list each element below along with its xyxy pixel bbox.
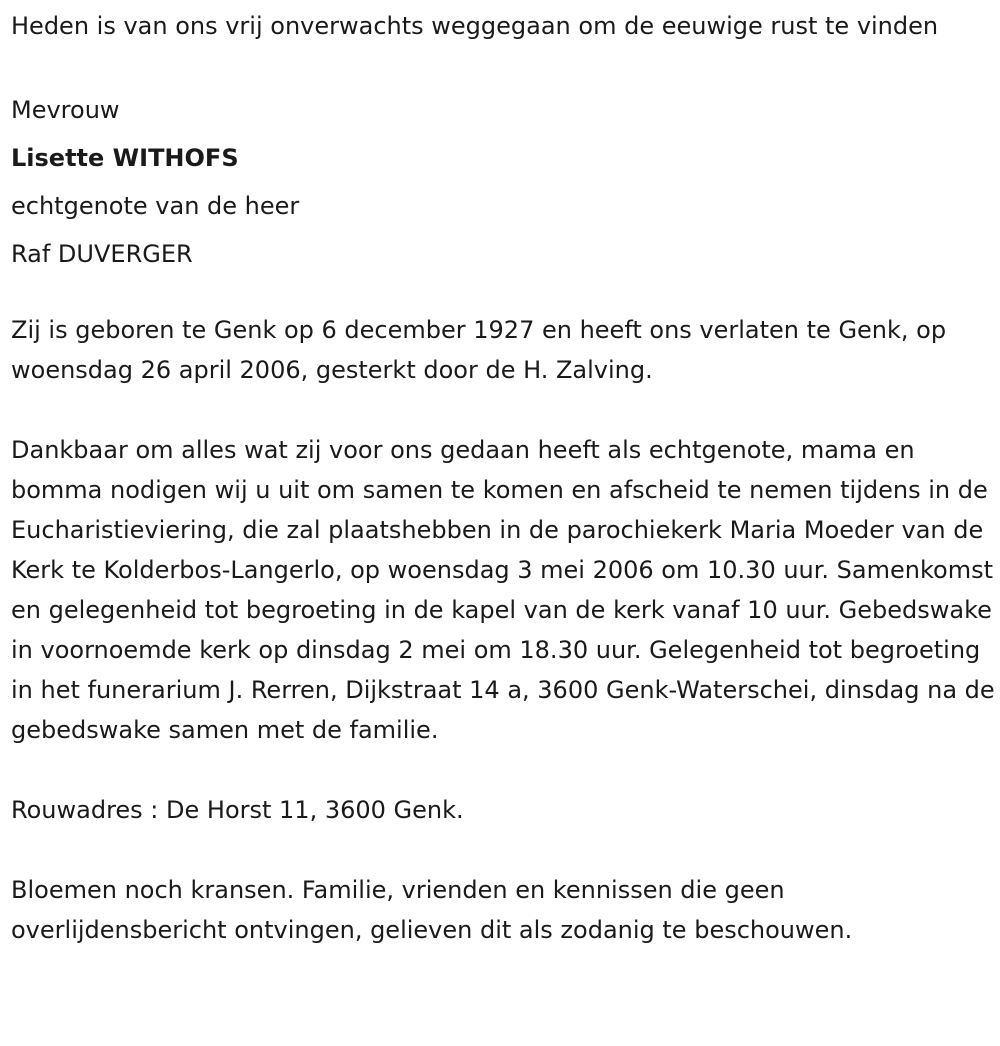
ceremony-paragraph: Dankbaar om alles wat zij voor ons gedaan heeft als echtgenote, mama en bomma nodigen wij u uit om samen te komen en afscheid te nemen tijdens in de Eucharistieviering, die zal plaatshebben in de parochiekerk Maria Moeder van de Kerk te Kolderbos-Langerlo, op woensdag 3 mei 2006 om 10.30 uur. Samenkomst en gelegenheid tot begroeting in de kapel van de kerk vanaf 10 uur. Gebedswake in voornoemde kerk op dinsdag 2 mei om 18.30 uur. Gelegenheid tot begroeting in het funerarium J. Rerren, Dijkstraat 14 a, 3600 Genk-Waterschei, dinsdag na de gebedswake samen met de familie. [11,436,995,744]
flowers-paragraph: Bloemen noch kransen. Familie, vrienden en kennissen die geen overlijdensbericht ontvingen, gelieven dit als zodanig te beschouwen. [11,876,853,944]
spouse-name: Raf DUVERGER [11,240,193,268]
deceased-name: Lisette WITHOFS [11,144,239,172]
title-prefix: Mevrouw [11,96,120,124]
mourning-address: Rouwadres : De Horst 11, 3600 Genk. [11,796,464,824]
intro-text: Heden is van ons vrij onverwachts weggegaan om de eeuwige rust te vinden [11,12,939,40]
obituary-notice [11,6,996,950]
deceased-block [11,86,996,278]
birth-death-paragraph: Zij is geboren te Genk op 6 december 1927 en heeft ons verlaten te Genk, op woensdag 26 april 2006, gesterkt door de H. Zalving. [11,316,947,384]
relation-text: echtgenote van de heer [11,192,300,220]
